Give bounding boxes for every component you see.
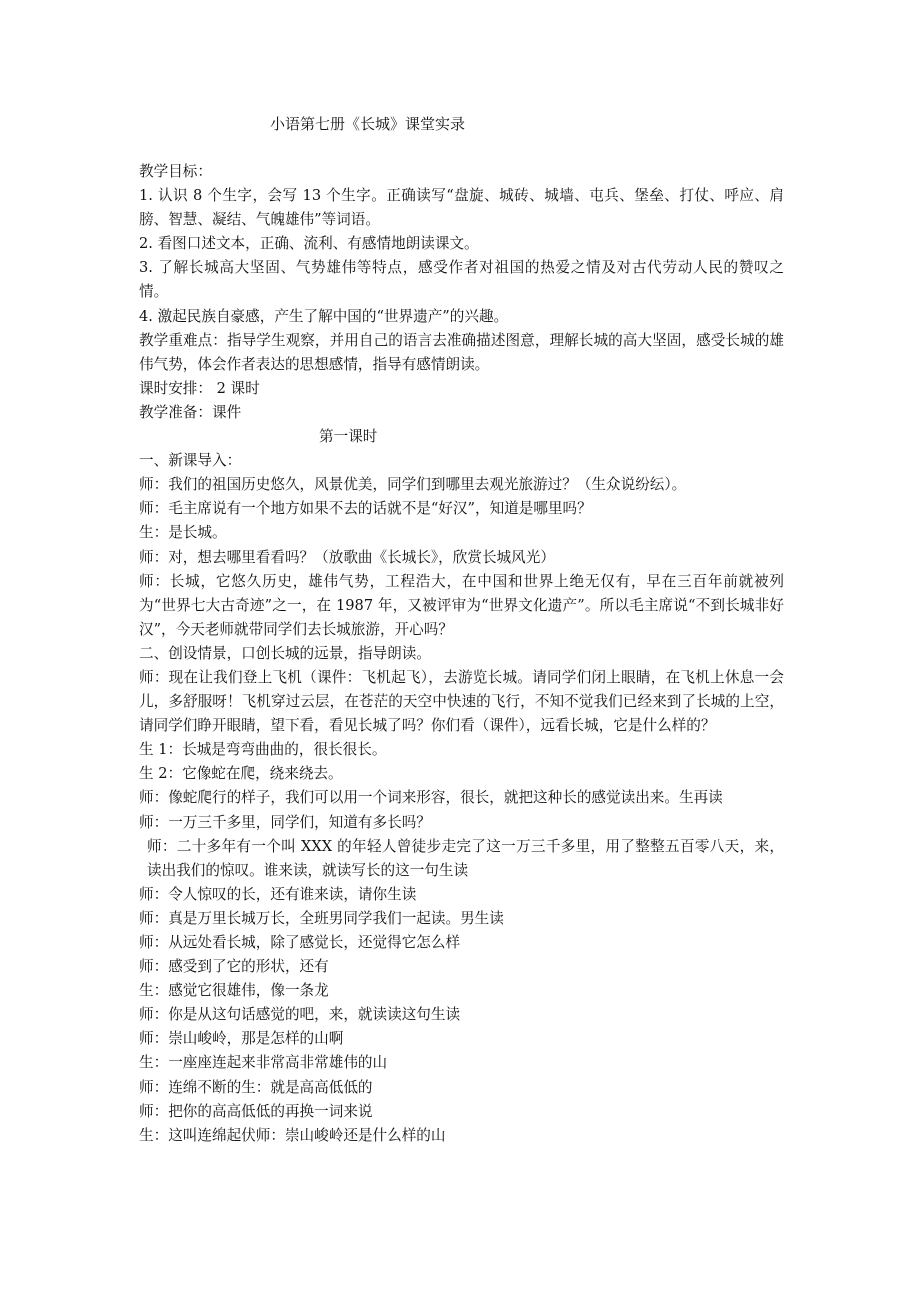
dialogue-line: 生：感觉它很雄伟，像一条龙 xyxy=(139,982,329,1000)
document-body xyxy=(139,160,784,1148)
dialogue-line: 师：毛主席说有一个地方如果不去的话就不是“好汉”，知道是哪里吗？ xyxy=(139,500,592,518)
dialogue-line: 师：连绵不断的生：就是高高低低的 xyxy=(139,1078,373,1096)
schedule-line: 课时安排： 2 课时 xyxy=(139,379,260,397)
objective-item-3: 3. 了解长城高大坚固、气势雄伟等特点，感受作者对祖国的热爱之情及对古代劳动人民的赞叹之情。 xyxy=(139,259,784,301)
dialogue-line: 生：一座座连起来非常高非常雄伟的山 xyxy=(139,1054,388,1072)
dialogue-line: 师：从远处看长城，除了感觉长，还觉得它怎么样 xyxy=(139,934,461,951)
part2-heading: 二、创设情景，口创长城的远景，指导朗读。 xyxy=(139,644,431,662)
dialogue-line: 师：一万三千多里，同学们，知道有多长吗？ xyxy=(139,813,431,831)
dialogue-line: 师：我们的祖国历史悠久，风景优美，同学们到哪里去观光旅游过？（生众说纷纭）。 xyxy=(139,476,687,494)
dialogue-paragraph: 师：二十多年有一个叫 XXX 的年轻人曾徒步走完了这一万三千多里，用了整整五百零八天，来，读出我们的惊叹。谁来读，就读写长的这一句生读 xyxy=(147,837,784,879)
preparation-line: 教学准备：课件 xyxy=(139,403,242,421)
dialogue-paragraph: 师：现在让我们登上飞机（课件：飞机起飞），去游览长城。请同学们闭上眼睛，在飞机上休息一会儿，多舒服呀！飞机穿过云层，在苍茫的天空中快速的飞行，不知不觉我们已经来到了长城的上空，请同学们睁开眼睛，望下看，看见长城了吗？你们看（课件），远看长城，它是什么样的？ xyxy=(139,668,784,735)
objective-item-1: 1. 认识 8 个生字，会写 13 个生字。正确读写“盘旋、城砖、城墙、屯兵、堡垒、打仗、呼应、肩膀、智慧、凝结、气魄雄伟”等词语。 xyxy=(139,187,784,229)
dialogue-line: 生 2：它像蛇在爬，绕来绕去。 xyxy=(139,765,343,783)
dialogue-line: 师：真是万里长城万长，全班男同学我们一起读。男生读 xyxy=(139,909,504,927)
dialogue-line: 生 1：长城是弯弯曲曲的，很长很长。 xyxy=(139,741,387,759)
objectives-heading: 教学目标： xyxy=(139,163,212,180)
dialogue-line: 师：对，想去哪里看看吗？（放歌曲《长城长》，欣赏长城风光） xyxy=(139,548,555,566)
part1-heading: 一、新课导入： xyxy=(139,452,242,470)
dialogue-line: 师：像蛇爬行的样子，我们可以用一个词来形容，很长，就把这种长的感觉读出来。生再读 xyxy=(139,789,723,807)
objective-item-4: 4. 激起民族自豪感，产生了解中国的“世界遗产”的兴趣。 xyxy=(139,307,509,325)
dialogue-line: 师：崇山峻岭，那是怎样的山啊 xyxy=(139,1030,344,1048)
dialogue-line: 师：你是从这句话感觉的吧，来，就读读这句生读 xyxy=(139,1006,461,1024)
dialogue-line: 生：是长城。 xyxy=(139,524,227,542)
dialogue-paragraph: 师：长城，它悠久历史，雄伟气势，工程浩大，在中国和世界上绝无仅有，早在三百年前就被列为“世界七大古奇迹”之一，在 1987 年，又被评审为“世界文化遗产”。所以毛主席说“不到长城非好汉”，今天老师就带同学们去长城旅游，开心吗？ xyxy=(139,572,784,638)
dialogue-line: 师：令人惊叹的长，还有谁来读，请你生读 xyxy=(139,885,417,903)
document-title: 小语第七册《长城》课堂实录 xyxy=(270,115,466,133)
dialogue-line: 生：这叫连绵起伏师：崇山峻岭还是什么样的山 xyxy=(139,1126,446,1144)
dialogue-line: 师：把你的高高低低的再换一词来说 xyxy=(139,1102,373,1120)
dialogue-line: 师：感受到了它的形状，还有 xyxy=(139,958,329,976)
section-title: 第一课时 xyxy=(319,428,378,446)
key-points-paragraph: 教学重难点：指导学生观察，并用自己的语言去准确描述图意，理解长城的高大坚固，感受长城的雄伟气势，体会作者表达的思想感情，指导有感情朗读。 xyxy=(139,331,784,373)
objective-item-2: 2. 看图口述文本，正确、流利、有感情地朗读课文。 xyxy=(139,235,479,253)
